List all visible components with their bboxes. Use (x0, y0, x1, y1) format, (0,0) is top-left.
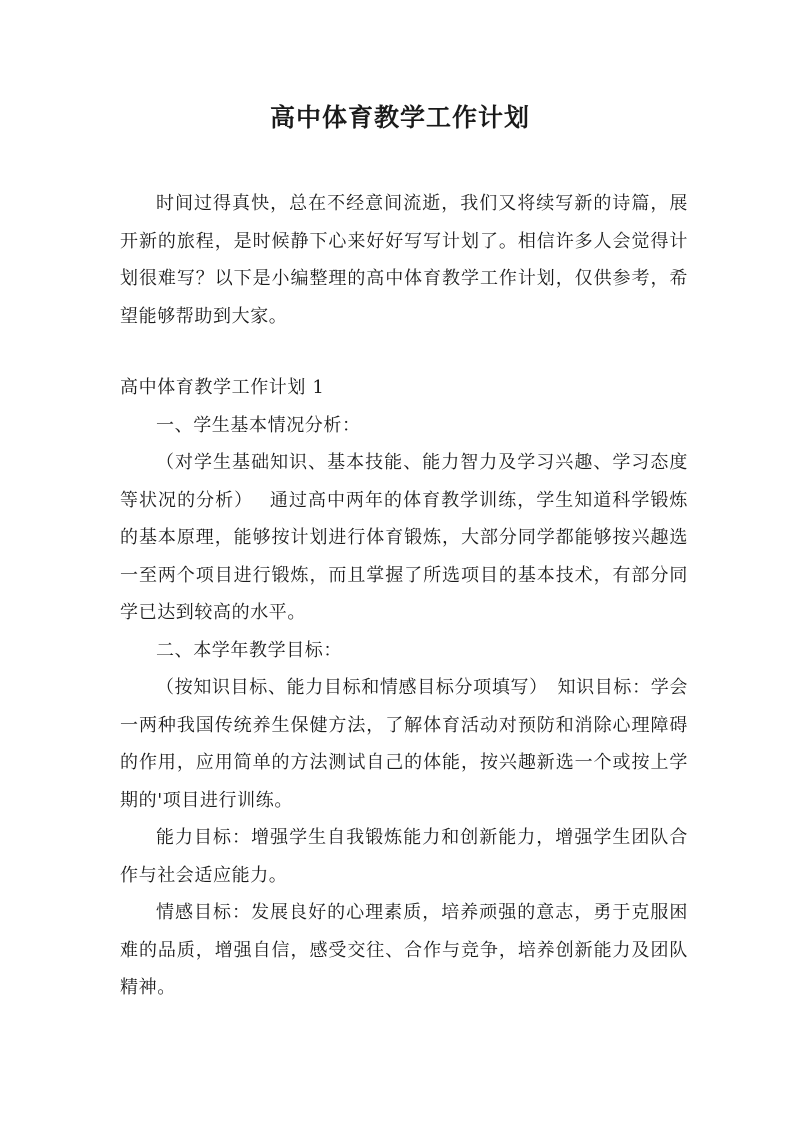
goals-heading: 二、本学年教学目标： (156, 639, 342, 661)
document-body (120, 185, 688, 1007)
knowledge-goal-paragraph: （按知识目标、能力目标和情感目标分项填写） 知识目标：学会一两种我国传统养生保健方法，了解体育活动对预防和消除心理障碍的作用，应用简单的方法测试自己的体能，按兴趣新选一个或按上学期的'项目进行训练。 (120, 677, 688, 811)
paragraph-gap (120, 335, 688, 369)
ability-goal-paragraph: 能力目标：增强学生自我锻炼能力和创新能力，增强学生团队合作与社会适应能力。 (120, 827, 688, 886)
intro-paragraph: 时间过得真快，总在不经意间流逝，我们又将续写新的诗篇，展开新的旅程，是时候静下心来好好写写计划了。相信许多人会觉得计划很难写？以下是小编整理的高中体育教学工作计划，仅供参考，希望能够帮助到大家。 (120, 193, 688, 327)
document-title: 高中体育教学工作计划 (269, 103, 530, 132)
emotion-goal-paragraph: 情感目标：发展良好的心理素质，培养顽强的意志，勇于克服困难的品质，增强自信，感受交往、合作与竞争，培养创新能力及团队精神。 (120, 902, 688, 998)
section-title: 高中体育教学工作计划 1 (120, 377, 325, 398)
analysis-heading: 一、学生基本情况分析： (156, 414, 361, 436)
analysis-paragraph: （对学生基础知识、基本技能、能力智力及学习兴趣、学习态度等状况的分析） 通过高中两年的体育教学训练，学生知道科学锻炼的基本原理，能够按计划进行体育锻炼，大部分同学都能够按兴趣选一至两个项目进行锻炼，而且掌握了所选项目的基本技术，有部分同学已达到较高的水平。 (120, 452, 688, 623)
